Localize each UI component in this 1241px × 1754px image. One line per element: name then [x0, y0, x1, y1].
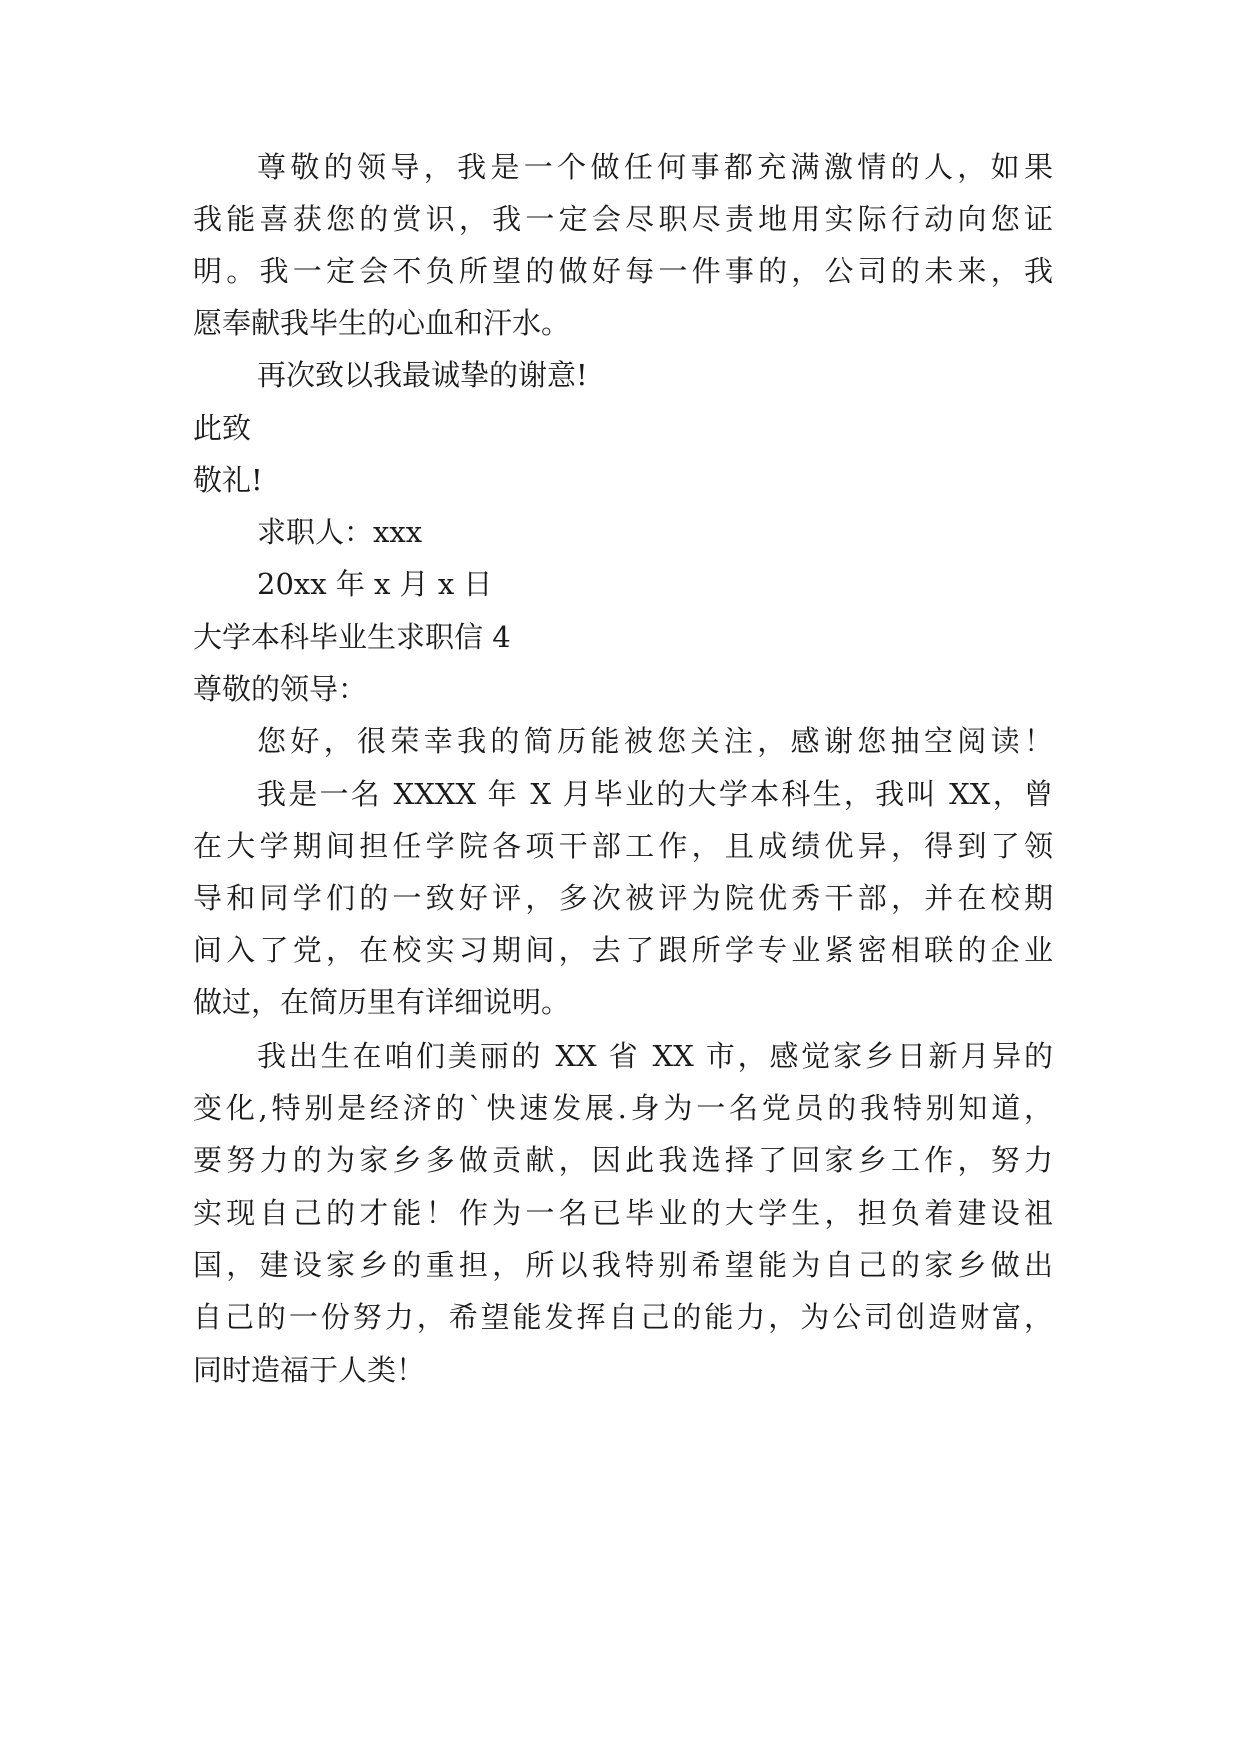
- paragraph-line: 尊敬的领导，我是一个做任何事都充满激情的人，如果: [257, 150, 1053, 184]
- salutation-line: 尊敬的领导：: [193, 672, 368, 706]
- paragraph-line: 同时造福于人类！: [193, 1353, 426, 1387]
- paragraph-line: 国，建设家乡的重担，所以我特别希望能为自己的家乡做出: [193, 1248, 1053, 1282]
- closing-line: 敬礼!: [193, 463, 263, 497]
- paragraph-line: 我出生在咱们美丽的 XX 省 XX 市，感觉家乡日新月异的: [257, 1039, 1053, 1073]
- paragraph-line: 我是一名 XXXX 年 X 月毕业的大学本科生，我叫 XX，曾: [257, 777, 1053, 811]
- paragraph-line: 做过，在简历里有详细说明。: [193, 985, 571, 1019]
- signature-line: 求职人：xxx: [257, 515, 423, 549]
- paragraph-line: 愿奉献我毕生的心血和汗水。: [193, 306, 571, 340]
- paragraph-line: 导和同学们的一致好评，多次被评为院优秀干部，并在校期: [193, 881, 1053, 915]
- paragraph-line: 自己的一份努力，希望能发挥自己的能力，为公司创造财富，: [193, 1300, 1053, 1334]
- section-heading: 大学本科毕业生求职信 4: [193, 620, 511, 654]
- greeting-line: 您好，很荣幸我的简历能被您关注，感谢您抽空阅读！: [257, 724, 1053, 758]
- paragraph-line: 要努力的为家乡多做贡献，因此我选择了回家乡工作，努力: [193, 1143, 1053, 1177]
- paragraph-line: 在大学期间担任学院各项干部工作，且成绩优异，得到了领: [193, 829, 1053, 863]
- paragraph-line: 我能喜获您的赏识，我一定会尽职尽责地用实际行动向您证: [193, 202, 1053, 236]
- paragraph-line: 变化,特别是经济的`快速发展.身为一名党员的我特别知道，: [193, 1091, 1053, 1125]
- paragraph-line: 实现自己的才能！作为一名已毕业的大学生，担负着建设祖: [193, 1196, 1053, 1230]
- paragraph-line: 明。我一定会不负所望的做好每一件事的，公司的未来，我: [193, 254, 1053, 288]
- thanks-line: 再次致以我最诚挚的谢意!: [257, 358, 588, 392]
- date-line: 20xx 年 x 月 x 日: [257, 567, 493, 601]
- closing-line: 此致: [193, 411, 252, 445]
- paragraph-line: 间入了党，在校实习期间，去了跟所学专业紧密相联的企业: [193, 933, 1053, 967]
